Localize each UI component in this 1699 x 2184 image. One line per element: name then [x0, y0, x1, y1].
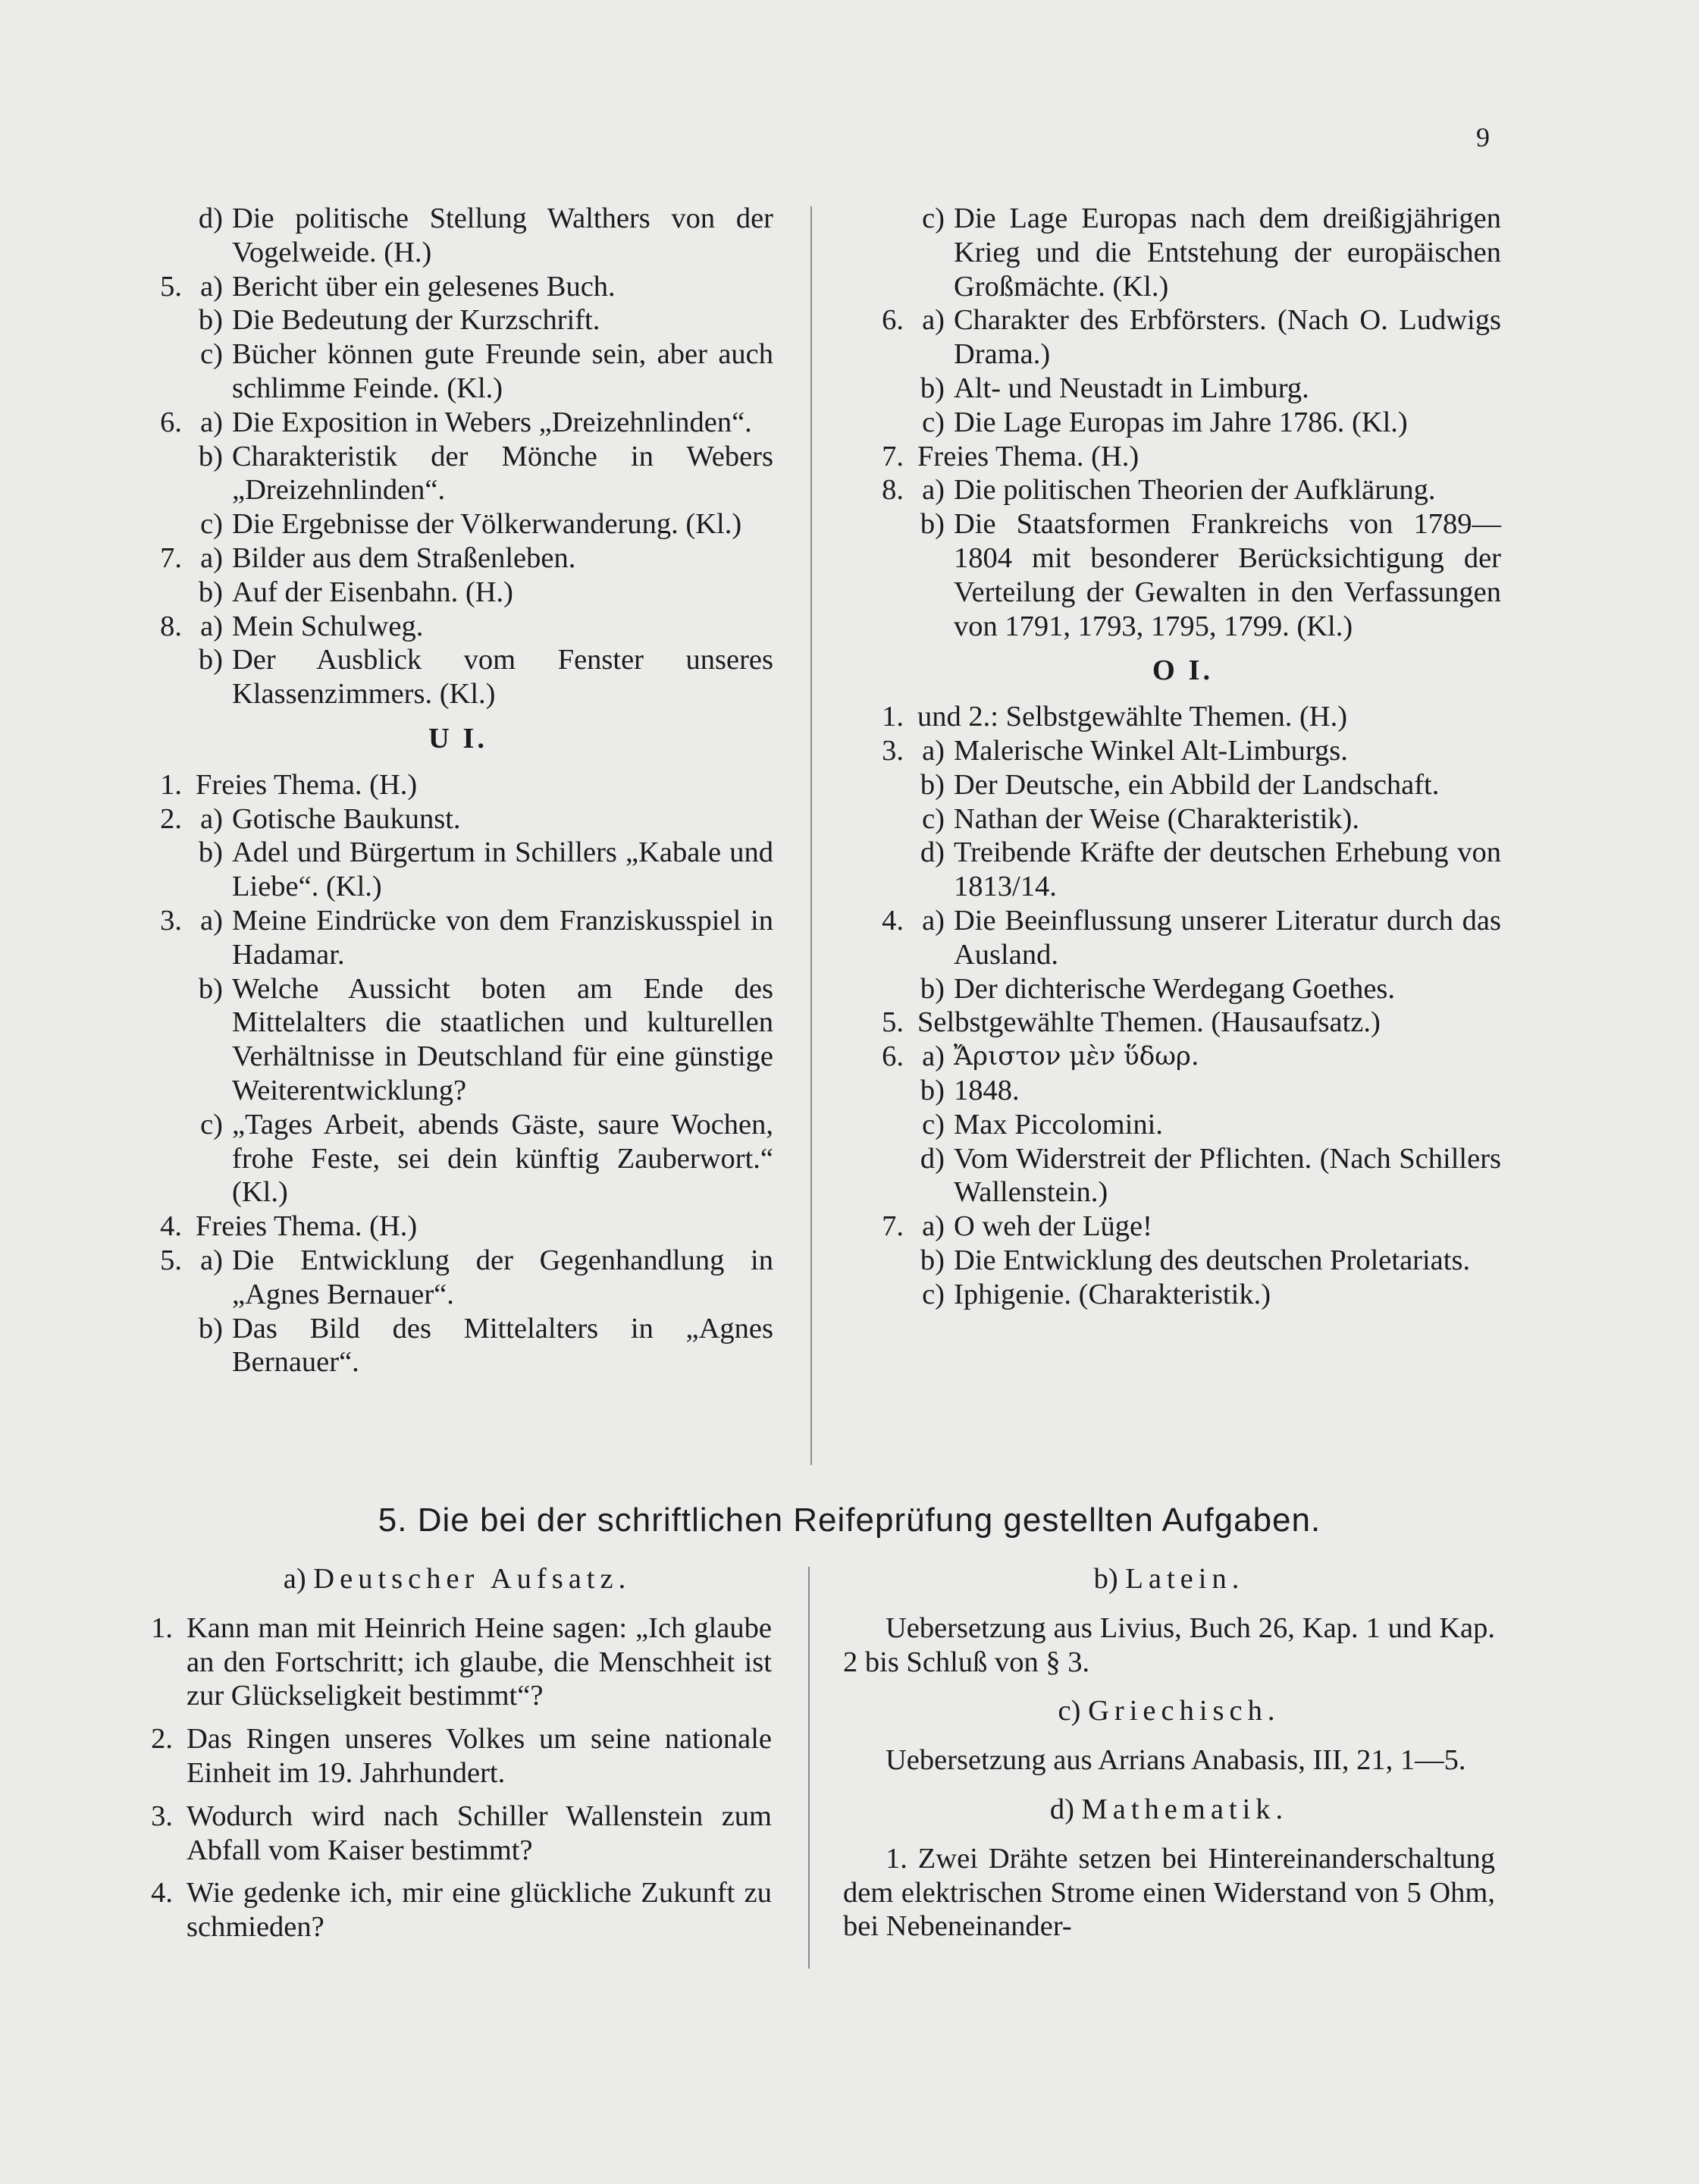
item-number: 7.	[882, 440, 904, 472]
list-item	[864, 1108, 1501, 1142]
list-item	[864, 202, 1501, 303]
deutsch-heading-title: Deutscher Aufsatz.	[313, 1563, 632, 1595]
item-text: O weh der Lüge!	[954, 1210, 1152, 1243]
list-item	[143, 1611, 772, 1713]
item-letter: d)	[198, 202, 223, 234]
item-number: 1.	[151, 1611, 173, 1644]
griechisch-text: Uebersetzung aus Arrians Anabasis, III, 21, 1—5.	[886, 1744, 1466, 1777]
deutsch-items-list	[143, 1611, 772, 1944]
list-item	[143, 406, 773, 440]
item-text: Alt- und Neustadt in Limburg.	[954, 372, 1309, 404]
item-number: 1.	[160, 768, 182, 801]
deutsch-column	[143, 1562, 772, 1953]
item-text: Max Piccolomini.	[954, 1108, 1163, 1141]
list-item	[143, 507, 773, 541]
list-item	[143, 1722, 772, 1790]
item-number	[864, 802, 904, 836]
list-item	[864, 836, 1501, 904]
item-letter: b)	[920, 972, 945, 1005]
list-item	[143, 1876, 772, 1944]
griechisch-heading	[843, 1694, 1495, 1728]
item-letter: a)	[922, 1210, 945, 1243]
item-number: 6.	[882, 304, 904, 337]
item-number	[864, 836, 904, 904]
item-text: Iphigenie. (Charakteristik.)	[954, 1278, 1271, 1310]
item-number	[864, 202, 904, 303]
item-number: 8.	[882, 474, 904, 507]
item-text: Die Entwicklung des deutschen Proletariats.	[954, 1244, 1471, 1276]
class-heading-u1: U I.	[428, 722, 488, 755]
latein-text: Uebersetzung aus Livius, Buch 26, Kap. 1 und Kap. 2 bis Schluß von § 3.	[843, 1611, 1495, 1678]
list-item	[143, 1244, 773, 1312]
item-text: Bericht über ein gelesenes Buch.	[232, 270, 616, 303]
item-number	[864, 1108, 904, 1142]
item-text: Das Ringen unseres Volkes um seine nationale Einheit im 19. Jahrhundert.	[187, 1723, 772, 1789]
item-number	[143, 643, 182, 711]
item-number: 3.	[882, 734, 904, 767]
right-entries-list	[864, 202, 1501, 643]
right-column	[864, 202, 1501, 1312]
item-number	[143, 202, 182, 270]
latein-heading	[843, 1562, 1495, 1596]
left-column	[143, 202, 773, 1379]
item-number	[143, 1108, 182, 1210]
item-text: Auf der Eisenbahn. (H.)	[232, 576, 513, 608]
list-item	[143, 904, 773, 972]
item-text: Bücher können gute Freunde sein, aber auch schlimme Feinde. (Kl.)	[232, 338, 773, 404]
list-item	[864, 768, 1501, 802]
class-heading-o1: O I.	[1152, 654, 1214, 687]
deutsch-heading-prefix: a)	[283, 1563, 306, 1595]
item-text: Wodurch wird nach Schiller Wallenstein zum Abfall vom Kaiser bestimmt?	[187, 1800, 772, 1866]
list-item	[864, 734, 1501, 768]
item-text: und 2.: Selbstgewählte Themen. (H.)	[917, 701, 1348, 733]
list-item	[864, 802, 1501, 836]
item-letter: b)	[198, 304, 223, 337]
item-number: 5.	[160, 1244, 182, 1276]
griechisch-heading-prefix: c)	[1058, 1695, 1081, 1727]
item-text: Nathan der Weise (Charakteristik).	[954, 802, 1359, 835]
item-number: 7.	[160, 541, 182, 574]
item-number	[864, 507, 904, 643]
item-letter: c)	[922, 802, 945, 835]
item-letter: a)	[200, 1244, 223, 1276]
item-number: 6.	[882, 1040, 904, 1073]
list-item	[864, 1210, 1501, 1244]
item-text: Freies Thema. (H.)	[917, 440, 1139, 472]
item-number	[864, 406, 904, 440]
item-number	[143, 1312, 182, 1380]
list-item	[143, 1312, 773, 1380]
list-item	[864, 303, 1501, 372]
item-number: 2.	[160, 802, 182, 835]
list-item	[864, 1142, 1501, 1210]
item-text: Die Exposition in Webers „Dreizehnlinden“.	[232, 406, 752, 438]
left-entries-list	[143, 202, 773, 711]
item-letter: b)	[198, 1312, 223, 1345]
item-number	[864, 372, 904, 406]
item-letter: c)	[200, 1108, 223, 1141]
list-item	[143, 576, 773, 610]
item-letter: b)	[920, 372, 945, 404]
item-text: Adel und Bürgertum in Schillers „Kabale und Liebe“. (Kl.)	[232, 836, 773, 903]
item-letter: c)	[922, 202, 945, 234]
section-title: 5. Die bei der schriftlichen Reifeprüfung gestellten Aufgaben.	[378, 1502, 1321, 1539]
item-text: Vom Widerstreit der Pflichten. (Nach Schillers Wallenstein.)	[954, 1142, 1501, 1209]
item-letter: b)	[198, 576, 223, 608]
item-text: Freies Thema. (H.)	[196, 1210, 418, 1243]
item-letter: a)	[922, 474, 945, 507]
list-item	[864, 904, 1501, 972]
item-letter: a)	[200, 904, 223, 937]
list-item	[143, 1210, 773, 1244]
item-text: Bilder aus dem Straßenleben.	[232, 541, 576, 574]
deutsch-heading	[143, 1562, 772, 1596]
list-item	[864, 372, 1501, 406]
item-text: Malerische Winkel Alt-Limburgs.	[954, 734, 1348, 767]
item-text: Die Staatsformen Frankreichs von 1789—1804 mit besonderer Berücksichtigung der Verteilung der Gewalten in den Verfassungen von 1791, 1793, 1795, 1799. (Kl.)	[954, 508, 1501, 642]
item-number: 3.	[151, 1800, 173, 1832]
item-letter: c)	[200, 508, 223, 541]
item-number	[143, 507, 182, 541]
item-text: Meine Eindrücke von dem Franziskusspiel in Hadamar.	[232, 904, 773, 971]
item-letter: b)	[920, 768, 945, 801]
item-letter: b)	[920, 1074, 945, 1106]
item-letter: b)	[920, 1244, 945, 1276]
item-number: 4.	[151, 1877, 173, 1909]
item-letter: c)	[922, 1278, 945, 1310]
item-text: „Tages Arbeit, abends Gäste, saure Wochen, frohe Feste, sei dein künftig Zauberwort.“ (Kl.)	[232, 1108, 773, 1209]
list-item	[143, 541, 773, 576]
item-number	[143, 972, 182, 1108]
item-number: 2.	[151, 1723, 173, 1756]
item-number: 4.	[882, 904, 904, 937]
item-text: Die Lage Europas im Jahre 1786. (Kl.)	[954, 406, 1408, 438]
list-item	[864, 1074, 1501, 1108]
item-text: Die Ergebnisse der Völkerwanderung. (Kl.)	[232, 508, 742, 541]
item-text: Die politischen Theorien der Aufklärung.	[954, 474, 1436, 507]
item-text: Gotische Baukunst.	[232, 802, 461, 835]
item-text: Der Ausblick vom Fenster unseres Klassenzimmers. (Kl.)	[232, 644, 773, 711]
item-text: Freies Thema. (H.)	[196, 768, 418, 801]
list-item	[143, 768, 773, 802]
item-number	[143, 836, 182, 904]
item-text: Die Entwicklung der Gegenhandlung in „Agnes Bernauer“.	[232, 1244, 773, 1310]
item-letter: a)	[200, 406, 223, 438]
item-letter: a)	[200, 270, 223, 303]
item-letter: b)	[920, 508, 945, 541]
item-number	[143, 303, 182, 337]
item-number	[143, 337, 182, 406]
latein-heading-title: Latein.	[1125, 1563, 1245, 1595]
item-letter: b)	[198, 644, 223, 676]
list-item	[864, 1040, 1501, 1074]
list-item	[143, 643, 773, 711]
list-item	[143, 1108, 773, 1210]
item-letter: b)	[198, 972, 223, 1005]
item-letter: b)	[198, 440, 223, 472]
griechisch-heading-title: Griechisch.	[1088, 1695, 1281, 1727]
item-letter: d)	[920, 1142, 945, 1175]
item-number	[864, 1074, 904, 1108]
list-item	[143, 610, 773, 644]
mathematik-text: 1. Zwei Drähte setzen bei Hintereinanderschaltung dem elektrischen Strome einen Widerstand von 5 Ohm, bei Nebeneinander-	[843, 1842, 1495, 1943]
item-text: Mein Schulweg.	[232, 610, 424, 642]
item-number: 5.	[882, 1006, 904, 1039]
list-item	[143, 1800, 772, 1868]
page-number: 9	[1476, 122, 1490, 152]
item-text: Charakter des Erbförsters. (Nach O. Ludwigs Drama.)	[954, 304, 1501, 371]
item-letter: c)	[200, 338, 223, 371]
item-text: Selbstgewählte Themen. (Hausaufsatz.)	[917, 1006, 1381, 1039]
list-item	[143, 337, 773, 406]
item-text: Das Bild des Mittelalters in „Agnes Bernauer“.	[232, 1312, 773, 1379]
list-item	[864, 507, 1501, 643]
item-letter: a)	[200, 541, 223, 574]
item-letter: a)	[922, 904, 945, 937]
item-text: Die politische Stellung Walthers von der Vogelweide. (H.)	[232, 202, 773, 268]
item-text: Die Lage Europas nach dem dreißigjährigen Krieg und die Entstehung der europäischen Großmächte. (Kl.)	[954, 202, 1501, 303]
column-divider-bottom	[808, 1567, 810, 1969]
item-number	[143, 576, 182, 610]
item-number	[143, 440, 182, 508]
item-number: 5.	[160, 270, 182, 303]
item-number: 1.	[882, 701, 904, 733]
item-number: 7.	[882, 1210, 904, 1243]
right-entries-list-o1	[864, 700, 1501, 1311]
item-number	[864, 768, 904, 802]
list-item	[864, 1006, 1501, 1040]
item-text: Kann man mit Heinrich Heine sagen: „Ich glaube an den Fortschritt; ich glaube, die Menschheit ist zur Glückseligkeit bestimmt“?	[187, 1611, 772, 1712]
item-number	[864, 972, 904, 1006]
item-number	[864, 1278, 904, 1312]
list-item	[143, 972, 773, 1108]
item-number	[864, 1142, 904, 1210]
list-item	[143, 802, 773, 836]
list-item	[864, 440, 1501, 474]
mathematik-heading	[843, 1793, 1495, 1827]
item-number	[864, 1244, 904, 1278]
item-number: 6.	[160, 406, 182, 438]
other-subjects-column	[843, 1562, 1495, 1959]
item-text: Die Bedeutung der Kurzschrift.	[232, 304, 600, 337]
item-text: Treibende Kräfte der deutschen Erhebung von 1813/14.	[954, 836, 1501, 903]
item-text: Die Beeinflussung unserer Literatur durch das Ausland.	[954, 904, 1501, 971]
list-item	[143, 836, 773, 904]
item-letter: a)	[922, 734, 945, 767]
item-text: Ἄριστον μὲν ὕδωρ.	[954, 1041, 1199, 1072]
list-item	[864, 1278, 1501, 1312]
item-letter: a)	[922, 1040, 945, 1073]
list-item	[864, 406, 1501, 440]
item-letter: b)	[198, 836, 223, 869]
latein-heading-prefix: b)	[1093, 1563, 1118, 1595]
item-letter: c)	[922, 406, 945, 438]
list-item	[864, 972, 1501, 1006]
item-text: Der Deutsche, ein Abbild der Landschaft.	[954, 768, 1440, 801]
column-divider-top	[810, 206, 812, 1465]
mathematik-heading-prefix: d)	[1049, 1793, 1074, 1825]
item-letter: a)	[200, 610, 223, 642]
list-item	[864, 473, 1501, 507]
list-item	[143, 303, 773, 337]
item-number: 8.	[160, 610, 182, 642]
list-item	[143, 440, 773, 508]
item-text: Wie gedenke ich, mir eine glückliche Zukunft zu schmieden?	[187, 1877, 772, 1944]
item-number: 3.	[160, 904, 182, 937]
list-item	[143, 270, 773, 304]
item-text: Der dichterische Werdegang Goethes.	[954, 972, 1396, 1005]
item-letter: a)	[922, 304, 945, 337]
item-text: Charakteristik der Mönche in Webers „Dreizehnlinden“.	[232, 440, 773, 507]
list-item	[864, 1244, 1501, 1278]
item-text: Welche Aussicht boten am Ende des Mittelalters die staatlichen und kulturellen Verhältnisse in Deutschland für eine günstige Weiterentwicklung?	[232, 972, 773, 1106]
item-letter: a)	[200, 802, 223, 835]
list-item	[143, 202, 773, 270]
left-entries-list-u1	[143, 768, 773, 1379]
item-letter: d)	[920, 836, 945, 869]
item-text: 1848.	[954, 1074, 1020, 1106]
item-number: 4.	[160, 1210, 182, 1243]
item-letter: c)	[922, 1108, 945, 1141]
list-item	[864, 700, 1501, 734]
mathematik-heading-title: Mathematik.	[1081, 1793, 1289, 1825]
